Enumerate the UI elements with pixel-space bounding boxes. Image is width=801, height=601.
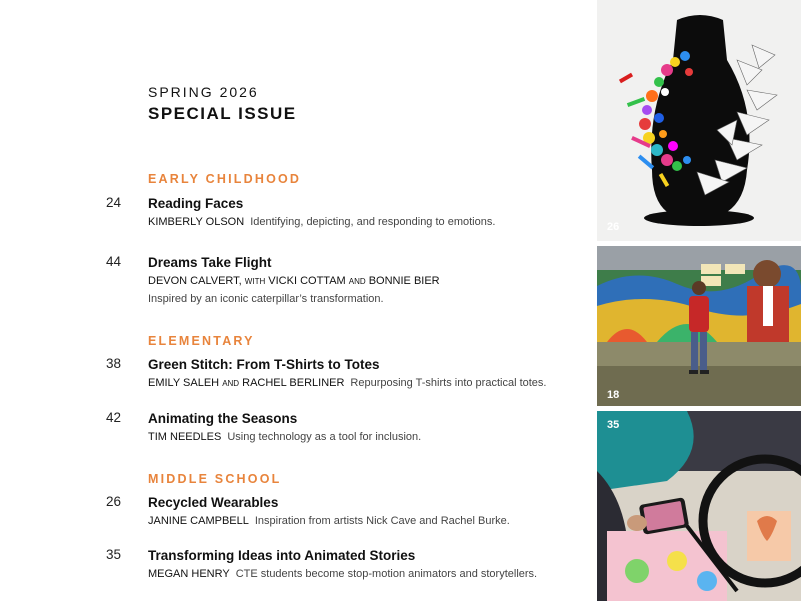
article-description: Inspiration from artists Nick Cave and Rachel Burke.: [254, 515, 510, 527]
section-title-middle-school: MIDDLE SCHOOL: [148, 472, 282, 486]
author-connector: AND: [222, 379, 240, 388]
page-number: 35: [106, 547, 122, 562]
article-description: CTE students become stop-motion animators and storytellers.: [235, 568, 538, 580]
article-description: Identifying, depicting, and responding to emotions.: [250, 216, 496, 228]
author-name: EMILY SALEH: [148, 377, 223, 389]
article-description: Inspired by an iconic caterpillar’s transformation.: [148, 293, 384, 305]
author-name: RACHEL BERLINER: [239, 377, 345, 389]
mural-illustration: [597, 246, 801, 406]
article-title[interactable]: Recycled Wearables: [148, 495, 279, 510]
author-name: DEVON CALVERT,: [148, 275, 245, 287]
issue-header: [148, 84, 297, 124]
issue-title: SPECIAL ISSUE: [148, 104, 297, 123]
author-name: BONNIE BIER: [365, 275, 440, 287]
page-number: 26: [106, 494, 122, 509]
stop-motion-illustration: [597, 411, 801, 601]
page-number: 24: [106, 195, 122, 210]
article-title[interactable]: Reading Faces: [148, 196, 244, 211]
photo-page-number: 18: [607, 389, 620, 401]
article-description: Using technology as a tool for inclusion.: [227, 431, 422, 443]
author-name: VICKI COTTAM: [265, 275, 349, 287]
page-number: 38: [106, 356, 122, 371]
article-author: MEGAN HENRY: [148, 568, 230, 580]
article-author: TIM NEEDLES: [148, 431, 222, 443]
photo-recycled-wearable[interactable]: [597, 0, 801, 241]
article-author: JANINE CAMPBELL: [148, 515, 249, 527]
photo-page-number: 26: [607, 221, 620, 233]
author-connector: AND: [348, 277, 366, 286]
photo-page-number: 35: [607, 419, 620, 431]
article-title[interactable]: Transforming Ideas into Animated Stories: [148, 548, 416, 563]
photo-mural[interactable]: [597, 246, 801, 406]
issue-season: SPRING 2026: [148, 84, 259, 100]
necklace-illustration: [597, 0, 801, 241]
section-title-elementary: ELEMENTARY: [148, 334, 255, 348]
photo-stop-motion[interactable]: [597, 411, 801, 601]
section-title-early-childhood: EARLY CHILDHOOD: [148, 172, 302, 186]
article-title[interactable]: Animating the Seasons: [148, 411, 298, 426]
article-description: Repurposing T-shirts into practical totes.: [350, 377, 547, 389]
article-title[interactable]: Dreams Take Flight: [148, 255, 272, 270]
author-connector: WITH: [244, 277, 266, 286]
page-number: 44: [106, 254, 122, 269]
article-author: KIMBERLY OLSON: [148, 216, 245, 228]
page-number: 42: [106, 410, 122, 425]
article-title[interactable]: Green Stitch: From T-Shirts to Totes: [148, 357, 380, 372]
article-author: [148, 274, 588, 289]
